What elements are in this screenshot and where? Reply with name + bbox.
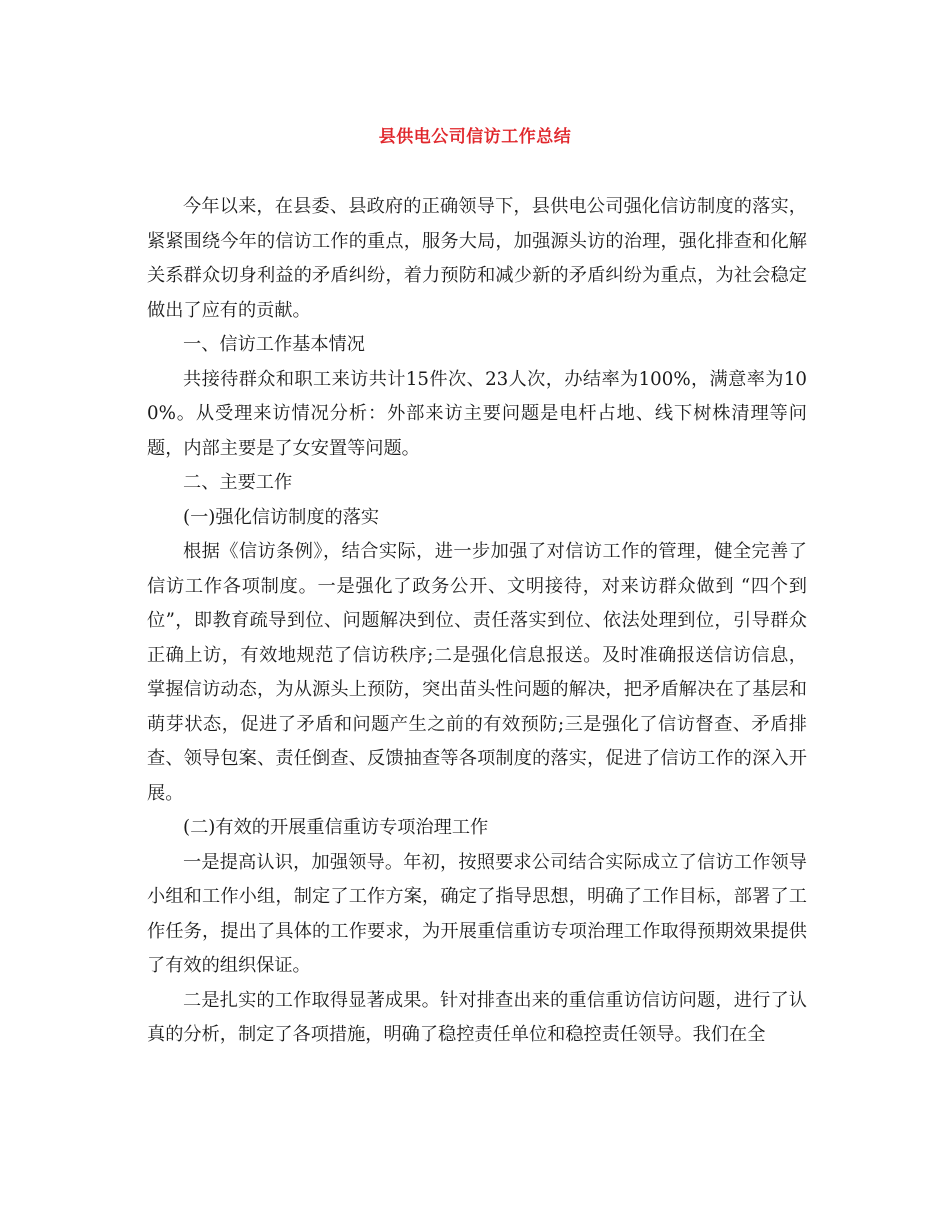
leadership-paragraph: 一是提高认识，加强领导。年初，按照要求公司结合实际成立了信访工作领导小组和工作小组，制定了工作方案，确定了指导思想，明确了工作目标，部署了工作任务，提出了具体的工作要求，为开展重信重访专项治理工作取得预期效果提供了有效的组织保证。	[147, 851, 807, 976]
results-paragraph: 二是扎实的工作取得显著成果。针对排查出来的重信重访信访问题，进行了认真的分析，制定了各项措施，明确了稳控责任单位和稳控责任领导。我们在全	[147, 989, 807, 1045]
statistics-paragraph: 共接待群众和职工来访共计15件次、23人次，办结率为100%，满意率为100%。从受理来访情况分析：外部来访主要问题是电杆占地、线下树株清理等问题，内部主要是了女安置等问题。	[147, 368, 807, 459]
subsection-heading-1: (一)强化信访制度的落实	[183, 506, 380, 528]
document-title: 县供电公司信访工作总结	[378, 127, 572, 147]
document-body	[147, 190, 807, 1053]
section-heading-basic-situation: 一、信访工作基本情况	[183, 334, 365, 355]
regulations-paragraph: 根据《信访条例》，结合实际，进一步加强了对信访工作的管理，健全完善了信访工作各项制度。一是强化了政务公开、文明接待，对来访群众做到 “四个到位”，即教育疏导到位、问题解决到位、责任落实到位、依法处理到位，引导群众正确上访，有效地规范了信访秩序;二是强化信息报送。及时准确报送信访信息，掌握信访动态，为从源头上预防，突出苗头性问题的解决，把矛盾解决在了基层和萌芽状态，促进了矛盾和问题产生之前的有效预防;三是强化了信访督查、矛盾排查、领导包案、责任倒查、反馈抽查等各项制度的落实，促进了信访工作的深入开展。	[147, 541, 807, 804]
section-heading-main-work: 二、主要工作	[183, 472, 293, 493]
intro-paragraph: 今年以来，在县委、县政府的正确领导下，县供电公司强化信访制度的落实，紧紧围绕今年的信访工作的重点，服务大局，加强源头访的治理，强化排查和化解关系群众切身利益的矛盾纠纷，着力预防和减少新的矛盾纠纷为重点，为社会稳定做出了应有的贡献。	[147, 196, 807, 321]
subsection-heading-2: (二)有效的开展重信重访专项治理工作	[183, 817, 489, 838]
